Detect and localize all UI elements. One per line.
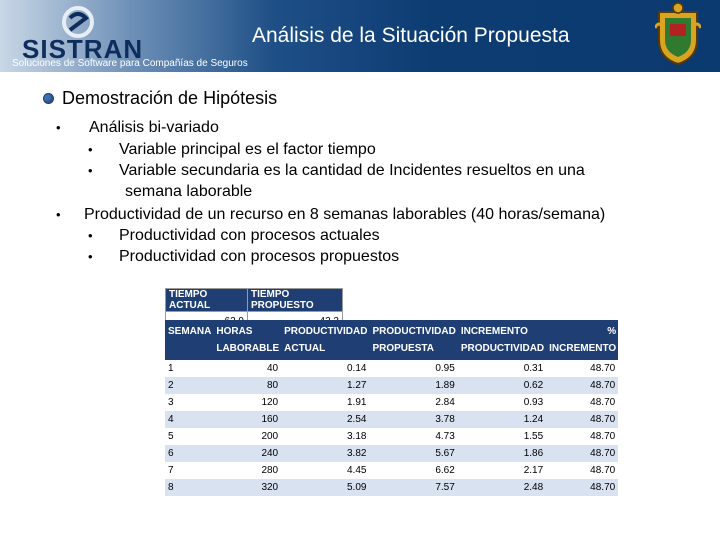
table-cell: 2 [165, 377, 213, 394]
table-cell: 200 [213, 428, 281, 445]
sub-list-item-continuation: semana laborable [125, 183, 253, 200]
table-header-row [165, 320, 618, 360]
table-cell: 48.70 [546, 445, 618, 462]
table-cell: 1.55 [458, 428, 546, 445]
table-cell: 160 [213, 411, 281, 428]
table-cell: 240 [213, 445, 281, 462]
table-cell: 0.62 [458, 377, 546, 394]
table-cell: 4.45 [281, 462, 369, 479]
table-cell: 2.17 [458, 462, 546, 479]
table-cell: 4.73 [369, 428, 457, 445]
crest-emblem-icon [655, 2, 701, 68]
table-header-cell: % INCREMENTO [546, 320, 618, 360]
sistran-logo [10, 4, 260, 70]
table-cell: 320 [213, 479, 281, 496]
table-cell: 0.93 [458, 394, 546, 411]
table-cell: 3.78 [369, 411, 457, 428]
bullet-marker: • [88, 249, 93, 264]
table-cell: 1.24 [458, 411, 546, 428]
sub-list-item: Variable principal es el factor tiempo [119, 141, 376, 158]
table-row [165, 479, 618, 496]
table-cell: 6.62 [369, 462, 457, 479]
table-cell: 1.91 [281, 394, 369, 411]
bullet-marker: • [88, 142, 93, 157]
table-cell: 48.70 [546, 377, 618, 394]
heading-text: Demostración de Hipótesis [62, 88, 278, 108]
table-cell: 48.70 [546, 411, 618, 428]
table-cell: 5 [165, 428, 213, 445]
bullet-marker: • [88, 163, 93, 178]
table-cell: 1 [165, 360, 213, 377]
bullet-marker: • [56, 207, 61, 222]
table-cell: 8 [165, 479, 213, 496]
table-cell: 5.67 [369, 445, 457, 462]
table-header-cell: TIEMPO PROPUESTO [248, 289, 343, 312]
table-header-cell: INCREMENTO PRODUCTIVIDAD [458, 320, 546, 360]
table-cell: 4 [165, 411, 213, 428]
table-header-cell: PRODUCTIVIDAD PROPUESTA [369, 320, 457, 360]
table-cell: 120 [213, 394, 281, 411]
table-cell: 2.54 [281, 411, 369, 428]
table-row [165, 445, 618, 462]
table-cell: 280 [213, 462, 281, 479]
list-item: Productividad de un recurso en 8 semanas laborables (40 horas/semana) [84, 206, 606, 223]
table-header-cell: TIEMPO ACTUAL [166, 289, 248, 312]
table-cell: 0.31 [458, 360, 546, 377]
table-cell: 48.70 [546, 462, 618, 479]
table-cell: 0.95 [369, 360, 457, 377]
table-row [165, 411, 618, 428]
table-cell: 1.86 [458, 445, 546, 462]
table-cell: 48.70 [546, 394, 618, 411]
table-cell: 3.82 [281, 445, 369, 462]
table-cell: 48.70 [546, 360, 618, 377]
table-cell: 3 [165, 394, 213, 411]
table-row [165, 462, 618, 479]
header-banner [0, 0, 720, 72]
section-heading [43, 88, 277, 109]
table-cell: 2.48 [458, 479, 546, 496]
sub-list-item: Variable secundaria es la cantidad de Incidentes resueltos en una [119, 162, 585, 179]
table-cell: 48.70 [546, 428, 618, 445]
sub-list-item: Productividad con procesos propuestos [119, 248, 400, 265]
table-cell: 1.89 [369, 377, 457, 394]
table-cell: 5.09 [281, 479, 369, 496]
table-cell: 2.84 [369, 394, 457, 411]
table-cell: 48.70 [546, 479, 618, 496]
productivity-table [165, 320, 618, 496]
table-header-cell: HORAS LABORABLE [213, 320, 281, 360]
table-cell: 0.14 [281, 360, 369, 377]
sub-list-item: Productividad con procesos actuales [119, 227, 380, 244]
table-header-cell: SEMANA [165, 320, 213, 360]
bullet-dot-icon [43, 93, 54, 104]
list-item: Análisis bi-variado [89, 119, 219, 136]
bullet-marker: • [56, 120, 61, 135]
table-cell: 7.57 [369, 479, 457, 496]
table-cell: 1.27 [281, 377, 369, 394]
table-cell: 7 [165, 462, 213, 479]
table-cell: 40 [213, 360, 281, 377]
logo-tagline: Soluciones de Software para Compañías de Seguros [12, 58, 248, 69]
table-row [165, 377, 618, 394]
table-header-cell: PRODUCTIVIDAD ACTUAL [281, 320, 369, 360]
table-cell: 6 [165, 445, 213, 462]
table-row [165, 394, 618, 411]
table-cell: 3.18 [281, 428, 369, 445]
table-row [165, 360, 618, 377]
bullet-marker: • [88, 228, 93, 243]
logo-name: SISTRAN [22, 34, 144, 64]
table-cell: 80 [213, 377, 281, 394]
table-row [165, 428, 618, 445]
page-title: Análisis de la Situación Propuesta [252, 24, 570, 47]
